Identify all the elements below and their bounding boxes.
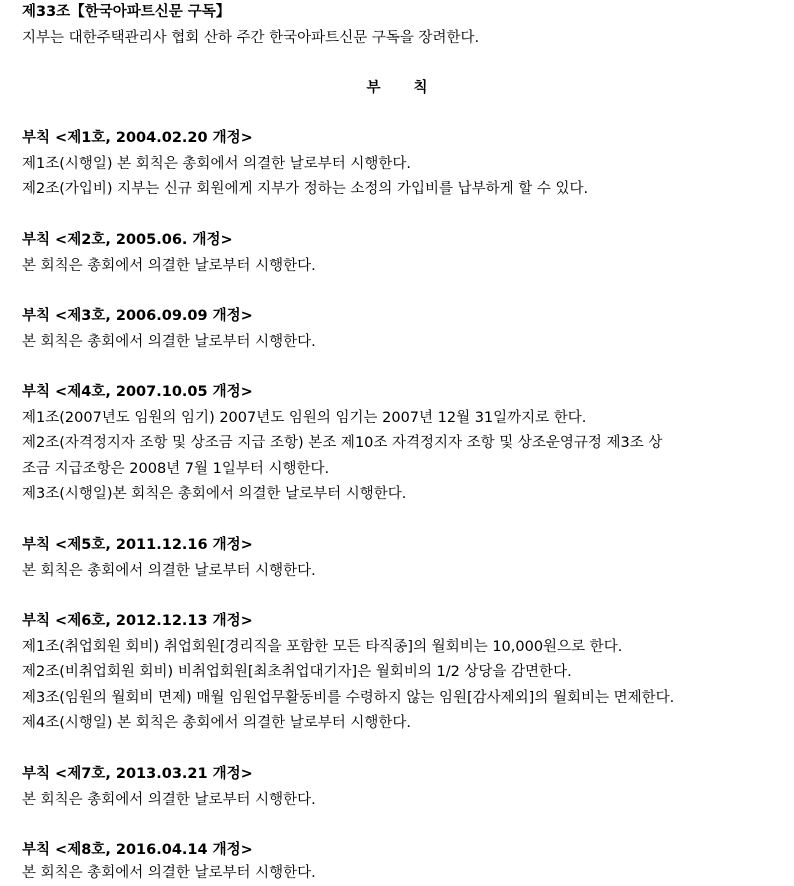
- addendum-line: 제2조(비취업회원 회비) 비취업회원[최초취업대기자]은 월회비의 1/2 상당을 감면한다.: [22, 664, 572, 680]
- addendum-line: 본 회칙은 총회에서 의결한 날로부터 시행한다.: [22, 792, 316, 808]
- section-title: 부 칙: [366, 80, 442, 96]
- addendum-heading: 부칙 <제5호, 2011.12.16 개정>: [22, 537, 253, 553]
- addendum-heading: 부칙 <제3호, 2006.09.09 개정>: [22, 308, 253, 324]
- article-33-heading: 제33조【한국아파트신문 구독】: [22, 4, 231, 20]
- article-33-text: 지부는 대한주택관리사 협회 산하 주간 한국아파트신문 구독을 장려한다.: [22, 30, 480, 46]
- addendum-heading: 부칙 <제1호, 2004.02.20 개정>: [22, 130, 253, 146]
- addendum-heading: 부칙 <제8호, 2016.04.14 개정>: [22, 842, 253, 858]
- addendum-line: 제3조(시행일)본 회칙은 총회에서 의결한 날로부터 시행한다.: [22, 486, 407, 502]
- addendum-heading: 부칙 <제7호, 2013.03.21 개정>: [22, 766, 253, 782]
- addendum-line: 제2조(가입비) 지부는 신규 회원에게 지부가 정하는 소정의 가입비를 납부하게 할 수 있다.: [22, 181, 589, 197]
- addendum-line: 본 회칙은 총회에서 의결한 날로부터 시행한다.: [22, 258, 316, 274]
- addendum-line: 제2조(자격정지자 조항 및 상조금 지급 조항) 본조 제10조 자격정지자 조항 및 상조운영규정 제3조 상: [22, 435, 663, 451]
- addendum-line: 제1조(시행일) 본 회칙은 총회에서 의결한 날로부터 시행한다.: [22, 156, 411, 172]
- addendum-line: 제4조(시행일) 본 회칙은 총회에서 의결한 날로부터 시행한다.: [22, 715, 411, 731]
- addendum-heading: 부칙 <제4호, 2007.10.05 개정>: [22, 384, 253, 400]
- addendum-line: 조금 지급조항은 2008년 7월 1일부터 시행한다.: [22, 461, 330, 477]
- addendum-line: 제1조(2007년도 임원의 임기) 2007년도 임원의 임기는 2007년 12월 31일까지로 한다.: [22, 410, 587, 426]
- addendum-line: 본 회칙은 총회에서 의결한 날로부터 시행한다.: [22, 563, 316, 579]
- addendum-heading: 부칙 <제2호, 2005.06. 개정>: [22, 232, 233, 248]
- addendum-line: 제3조(임원의 월회비 면제) 매월 임원업무활동비를 수령하지 않는 임원[감사제외]의 월회비는 면제한다.: [22, 690, 675, 706]
- addendum-heading: 부칙 <제6호, 2012.12.13 개정>: [22, 613, 253, 629]
- addendum-line: 본 회칙은 총회에서 의결한 날로부터 시행한다.: [22, 334, 316, 350]
- addendum-line: 본 회칙은 총회에서 의결한 날로부터 시행한다.: [22, 865, 316, 881]
- addendum-line: 제1조(취업회원 회비) 취업회원[경리직을 포함한 모든 타직종]의 월회비는 10,000원으로 한다.: [22, 639, 623, 655]
